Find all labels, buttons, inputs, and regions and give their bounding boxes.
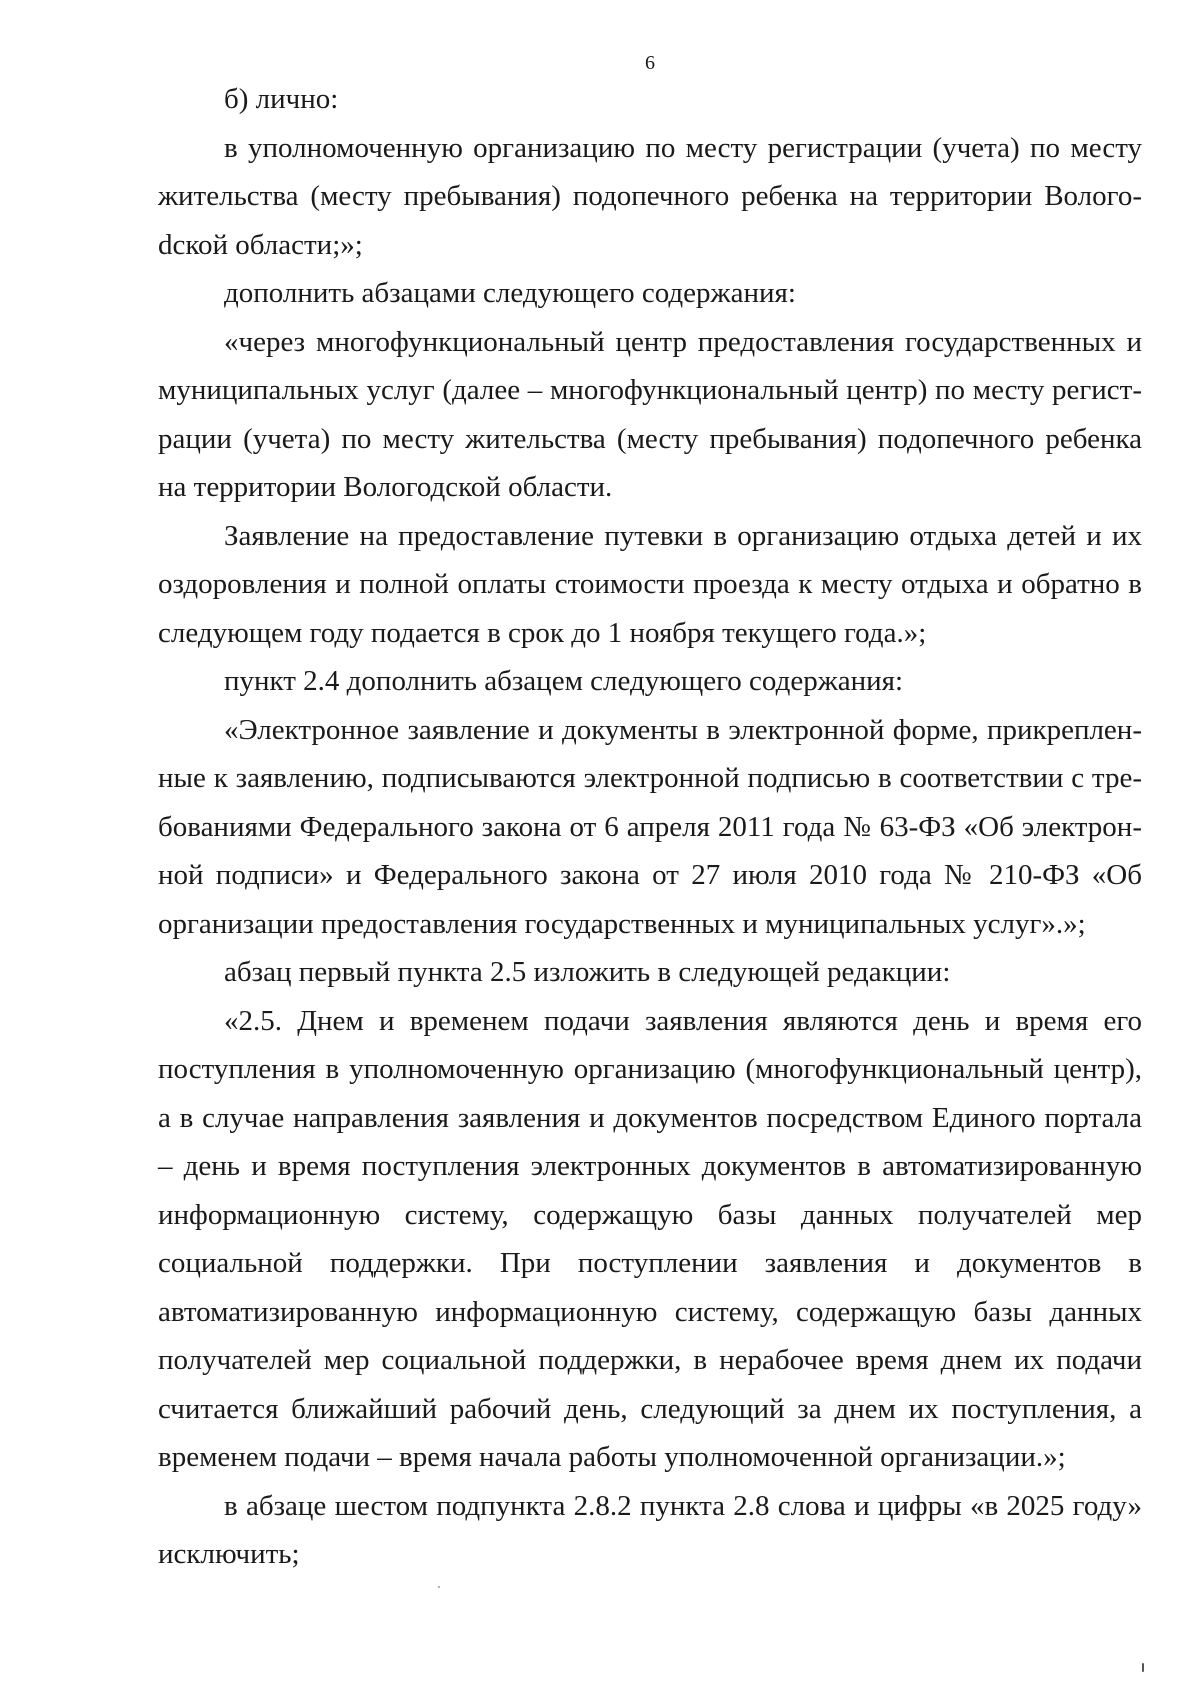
paragraph-add-paragraphs: дополнить абзацами следующего содержания: bbox=[224, 277, 796, 309]
paragraph-clause-2-4: пункт 2.4 дополнить абзацем следующего содержания: bbox=[224, 665, 904, 697]
paragraph-clause-2-5-text: «2.5. Днем и временем подачи заявления являются день и время его поступления в уполномоченную организацию (многофункциональный центр), а в случае направления заявления и документов посредством Единого портала – день и время поступления электронных документов в автоматизированную информационную систему, содержащую базы данных получателей мер социальной поддержки. При поступлении заявления и документов в автоматизированную информационную систему, содержащую базы данных получателей мер социальной поддержки, в нерабочее время днем их подачи считается ближайший рабочий день, следующий за днем их поступления, а временем подачи – время начала работы уполномоченной организации.»; bbox=[158, 1004, 1142, 1473]
paragraph-multifunctional-center: «через многофункциональный центр предоставления государственных и муниципальных услуг (далее – многофункциональный центр) по месту регистрации (учета) по месту жительства (месту пребывания) подопечного ребенка на территории Вологодской области. bbox=[158, 325, 1142, 503]
document-body bbox=[158, 75, 1142, 1579]
paragraph-voucher-application: Заявление на предоставление путевки в организацию отдыха детей и их оздоровления и полной оплаты стоимости проезда к месту отдыха и обратно в следующем году подается в срок до 1 ноября текущего года.»; bbox=[158, 519, 1142, 649]
paragraph-authorized-organization: в уполномоченную организацию по месту регистрации (учета) по месту жительства (месту пребывания) подопечного ребенка на территории Вологоdской области;»; bbox=[158, 131, 1142, 261]
paragraph-electronic-signature: «Электронное заявление и документы в электронной форме, прикрепленные к заявлению, подписываются электронной подписью в соответствии с требованиями Федерального закона от 6 апреля 2011 года № 63-ФЗ «Об электронной подписи» и Федерального закона от 27 июля 2010 года № 210-ФЗ «Об организации предоставления государственных и муниципальных услуг».»; bbox=[158, 713, 1142, 940]
scan-speck bbox=[1142, 1663, 1144, 1672]
page-number: 6 bbox=[645, 52, 655, 74]
paragraph-clause-2-8-2: в абзаце шестом подпункта 2.8.2 пункта 2.8 слова и цифры «в 2025 году» исключить; bbox=[158, 1489, 1142, 1570]
paragraph-personally: б) лично: bbox=[224, 83, 339, 115]
paragraph-clause-2-5-intro: абзац первый пункта 2.5 изложить в следующей редакции: bbox=[224, 956, 951, 988]
scan-speck bbox=[438, 1586, 440, 1588]
